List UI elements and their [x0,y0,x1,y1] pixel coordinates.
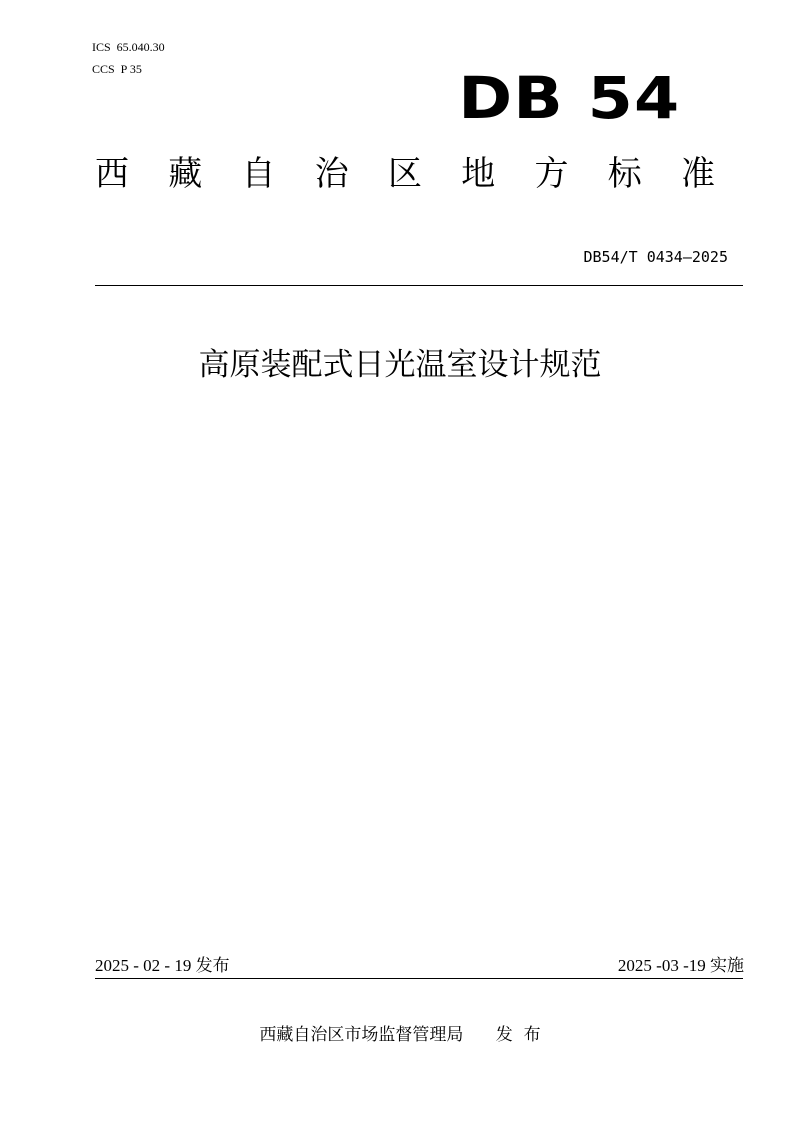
standard-type-char: 治 [314,154,349,194]
top-divider [95,285,743,286]
standard-type-char: 准 [681,154,715,194]
standard-type-char: 标 [607,154,642,194]
standard-type-char: 方 [534,154,569,194]
issue-date: 2025 - 02 - 19 发布 [95,956,230,975]
standard-type-char: 藏 [168,154,203,194]
ics-code: ICS 65.040.30 [92,40,165,54]
standard-type-char: 西 [95,154,129,194]
publisher-line: 西藏自治区市场监督管理局 发 布 [259,1025,541,1045]
standard-number: DB54/T 0434—2025 [583,248,728,266]
standard-type-heading [95,152,715,196]
db-logo: DB 54 [457,64,680,132]
standard-type-char: 区 [388,154,422,194]
standard-type-char: 地 [461,154,496,194]
bottom-divider [95,978,743,979]
document-title: 高原装配式日光温室设计规范 [198,347,602,383]
ccs-code: CCS P 35 [92,62,142,76]
implementation-date: 2025 -03 -19 实施 [617,956,744,975]
standard-type-char: 自 [241,154,276,194]
